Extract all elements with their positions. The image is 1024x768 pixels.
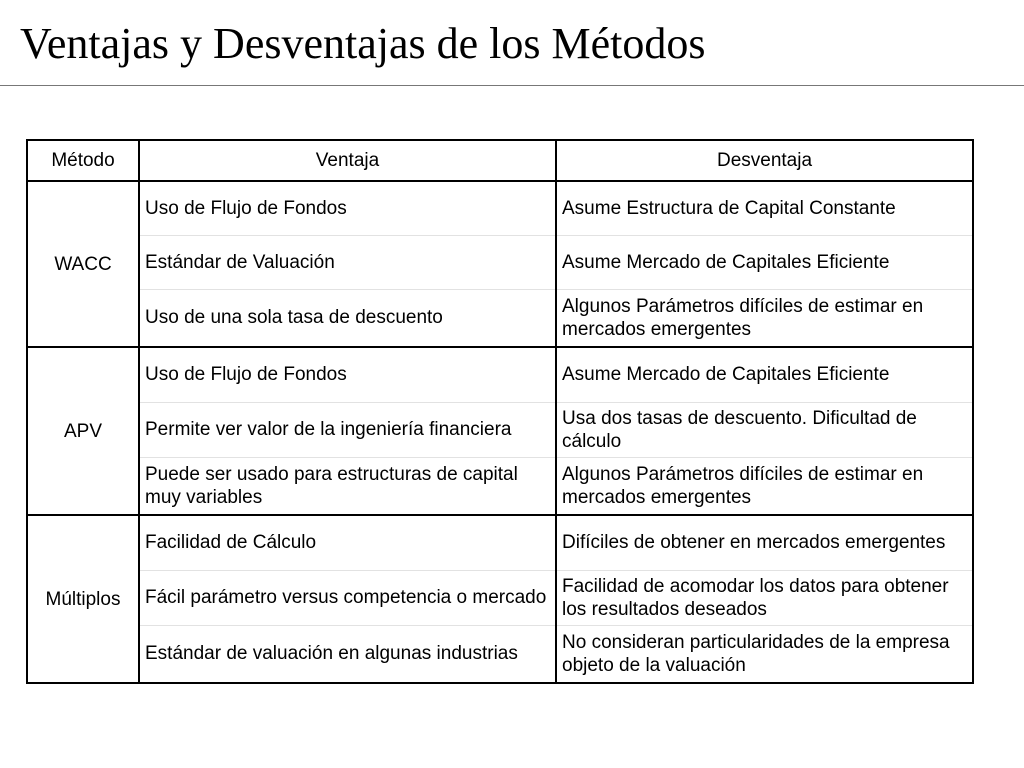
table-row [27,515,973,570]
ventaja-text: Uso de una sola tasa de descuento [145,307,443,329]
slide-title: Ventajas y Desventajas de los Métodos [20,19,706,68]
desventaja-text: Algunos Parámetros difíciles de estimar en mercados emergentes [562,463,924,508]
ventaja-cell [139,515,556,570]
ventaja-cell [139,289,556,347]
ventaja-cell [139,181,556,235]
table-row [27,181,973,235]
methods-comparison-table [26,139,974,684]
desventaja-text: Algunos Parámetros difíciles de estimar en mercados emergentes [562,295,924,340]
ventaja-text: Permite ver valor de la ingeniería financiera [145,419,512,440]
ventaja-text: Uso de Flujo de Fondos [145,364,347,386]
ventaja-cell [139,625,556,683]
table-row [27,235,973,289]
desventaja-cell [556,289,973,347]
desventaja-text: Asume Mercado de Capitales Eficiente [562,364,890,386]
ventaja-cell [139,402,556,457]
table-row [27,457,973,515]
desventaja-text: Asume Estructura de Capital Constante [562,197,896,219]
table-row [27,347,973,402]
desventaja-cell [556,570,973,625]
ventaja-text: Fácil parámetro versus competencia o mercado [145,587,547,608]
desventaja-text: No consideran particularidades de la empresa objeto de la valuación [562,631,950,676]
ventaja-text: Puede ser usado para estructuras de capital muy variables [145,463,518,508]
ventaja-cell [139,235,556,289]
ventaja-text: Estándar de valuación en algunas industrias [145,643,518,665]
desventaja-cell [556,235,973,289]
desventaja-text: Facilidad de acomodar los datos para obtener los resultados deseados [562,575,949,620]
table-row [27,570,973,625]
header-ventaja: Ventaja [139,140,556,181]
method-cell-multiplos: Múltiplos [27,515,139,683]
desventaja-cell [556,402,973,457]
desventaja-cell [556,625,973,683]
desventaja-cell [556,515,973,570]
header-desventaja: Desventaja [556,140,973,181]
ventaja-cell [139,570,556,625]
desventaja-text: Difíciles de obtener en mercados emergentes [562,532,946,554]
ventaja-cell [139,457,556,515]
ventaja-text: Uso de Flujo de Fondos [145,197,347,219]
ventaja-cell [139,347,556,402]
desventaja-text: Usa dos tasas de descuento. Dificultad de cálculo [562,407,917,452]
table-row [27,625,973,683]
ventaja-text: Facilidad de Cálculo [145,532,317,554]
table-row [27,289,973,347]
ventaja-text: Estándar de Valuación [145,251,335,273]
table-header-row [27,140,973,181]
table-row [27,402,973,457]
header-metodo: Método [27,140,139,181]
desventaja-cell [556,457,973,515]
desventaja-cell [556,181,973,235]
method-cell-apv: APV [27,347,139,515]
desventaja-text: Asume Mercado de Capitales Eficiente [562,251,890,273]
desventaja-cell [556,347,973,402]
title-divider [0,85,1024,86]
method-cell-wacc: WACC [27,181,139,347]
